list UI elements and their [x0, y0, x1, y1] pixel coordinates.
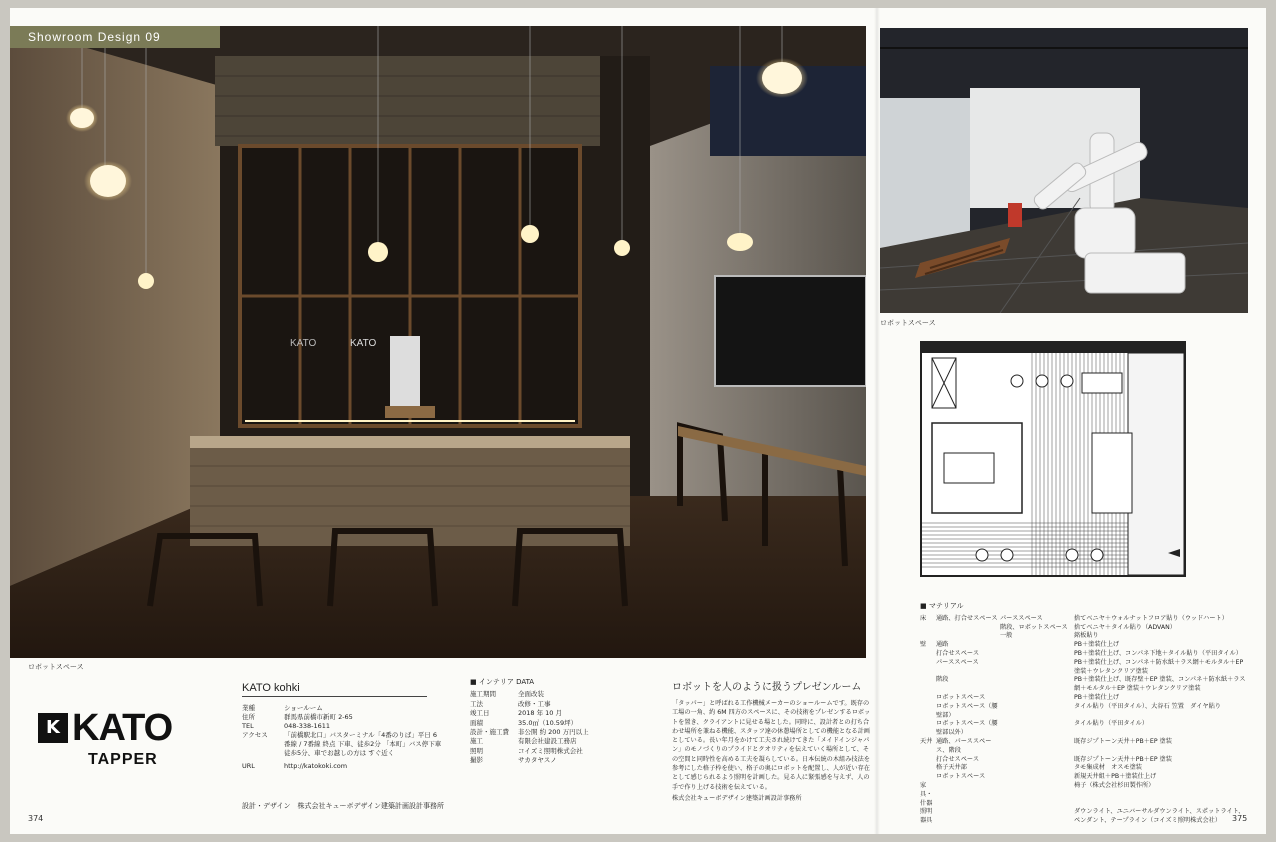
material-row: 天井 通路、パーススペース、階段 既存ジプトーン天井＋PB＋EP 塗装 — [920, 737, 1172, 754]
material-row: ロボットスペース（腰壁部） タイル貼り（平田タイル）、大谷石 笠置 ダイヤ貼り — [936, 702, 1221, 719]
article-body: 「タッパー」と呼ばれる工作機械メーカーのショールームです。既存の工場の一角、約 6M 四方のスペースに、その技術をプレゼンするロボットを置き、クライアントに見せる場とした。同時に、設計者との打ち合わせ場所を兼ねる機能、スタッフ達の休憩場所としての機能となる計画としている。長い年月をかけて工夫され続けてきた「メイドインジャパン」のモノづくりのプライドとクオリティを伝えていく場所として、その空間と同時性を高める工夫を凝らしている。日本伝統の木組み技法を参考にした格子枠を使い、格子の奥にロボットを配置し、人が近い存在として感じられるよう照明を計画した。見る人に緊張感を与えず、人の手で作り上げる技術を伝えている。 — [672, 700, 871, 791]
interior-row: 面積 35.0㎡（10.59坪） — [470, 718, 578, 727]
material-row: 壁 通路 PB＋塗装仕上げ — [920, 641, 1120, 649]
page-fold — [874, 8, 880, 834]
svg-text:KATO: KATO — [290, 338, 317, 349]
interior-row: 照明 コイズミ照明株式会社 — [470, 746, 583, 755]
interior-row: 施工 有限会社建設工務店 — [470, 737, 577, 746]
robot-photo-caption: ロボットスペース — [880, 319, 936, 327]
material-row: 階段 PB＋塗装仕上げ、既存壁＋EP 塗装、コンパネ＋防水紙＋ラス網＋モルタル＋EP 塗装＋ウレタンクリア塗装 — [936, 676, 1246, 693]
store-name: KATO kohki — [242, 682, 427, 697]
interior-row: 工法 改修・工事 — [470, 699, 551, 708]
page-number-right: 375 — [1232, 814, 1248, 823]
material-row: パーススペース PB＋塗装仕上げ、コンパネ＋防水紙＋ラス網＋モルタル＋EP 塗装＋ウレタンクリア塗装 — [936, 658, 1244, 675]
store-info-row: 業種 ショールーム — [242, 704, 323, 712]
store-info-row: URL http://katokoki.com — [242, 762, 348, 770]
material-row: 打合せスペース PB＋塗装仕上げ、コンパネ下地＋タイル貼り（平田タイル） — [936, 649, 1242, 657]
logo-main-text: KATO — [72, 707, 173, 749]
material-row: ロボットスペース PB＋塗装仕上げ — [936, 693, 1120, 701]
article — [672, 678, 872, 803]
interior-row: 竣工日 2018 年 10 月 — [470, 709, 563, 718]
store-info-row: アクセス 「前橋駅北口」バスターミナル「4番のりば」平日 6番線 / 7番線 終点 下車、徒歩2分 「本町」バス停下車 徒歩5分、車でお越しの方は すぐ近く — [242, 731, 442, 757]
svg-text:KATO: KATO — [350, 338, 377, 349]
interior-row: 撮影 サカタヤスノ — [470, 756, 557, 765]
main-photo-caption: ロボットスペース — [28, 663, 84, 671]
material-row: 照明器具 ダウンライト、ユニバーサルダウンライト、スポットライト、ペンダント、テープライン（コイズミ照明株式会社） — [920, 808, 1245, 825]
material-row: 階段、ロボットスペース 捨てベニヤ＋タイル貼り（ADVAN） — [1000, 623, 1176, 631]
interior-data — [470, 678, 640, 766]
material-row: ロボットスペース 新規天井組＋PB＋塗装仕上げ — [936, 773, 1157, 781]
interior-row: 設計・施工費 非公開 約 200 万円以上 — [470, 728, 589, 737]
article-title: ロボットを人のように扱うプレゼンルーム — [672, 682, 862, 693]
materials-title: ■ マテリアル — [920, 602, 964, 610]
kato-tapper-logo — [38, 707, 208, 773]
material-row: 格子天井部 タモ集成材 オスモ塗装 — [936, 764, 1142, 772]
logo-mark: K — [38, 713, 68, 743]
magazine-spread — [10, 8, 1266, 834]
store-info-row: 住所 群馬県前橋市新町 2-65 — [242, 713, 353, 721]
store-info — [242, 704, 442, 771]
material-row: 家具・什器 椅子（株式会社杉田製作所） — [920, 781, 1155, 807]
interior-row: 施工期間 全面改装 — [470, 690, 544, 699]
material-row: 床 通路、打合せスペース パーススペース 捨てベニヤ＋ウォルナットフロア貼り（ウッドハート） — [920, 614, 1228, 622]
robot-photo — [880, 28, 1248, 313]
material-row: 打合せスペース 既存ジプトーン天井＋PB＋EP 塗装 — [936, 755, 1172, 763]
logo-sub-text: TAPPER — [88, 751, 158, 768]
store-info-row: TEL 048-338-1611 — [242, 722, 331, 730]
robot-illustration — [880, 28, 1248, 313]
material-row: 一般 銘板貼り — [1000, 632, 1099, 640]
design-credit: 設計・デザイン 株式会社キューボデザイン建築計画設計事務所 — [242, 802, 445, 810]
floor-plan-drawing — [922, 343, 1184, 575]
showroom-illustration — [10, 26, 866, 658]
material-row: ロボットスペース（腰壁部以外） タイル貼り（平田タイル） — [936, 720, 1149, 737]
floor-plan — [920, 341, 1186, 577]
showroom-photo — [10, 26, 866, 658]
page-number-left: 374 — [28, 814, 44, 823]
materials — [920, 602, 1250, 826]
article-author: 株式会社キューボデザイン建築計画設計事務所 — [672, 794, 802, 802]
section-tab: Showroom Design 09 — [10, 26, 220, 48]
interior-data-title: ■ インテリア DATA — [470, 678, 535, 686]
